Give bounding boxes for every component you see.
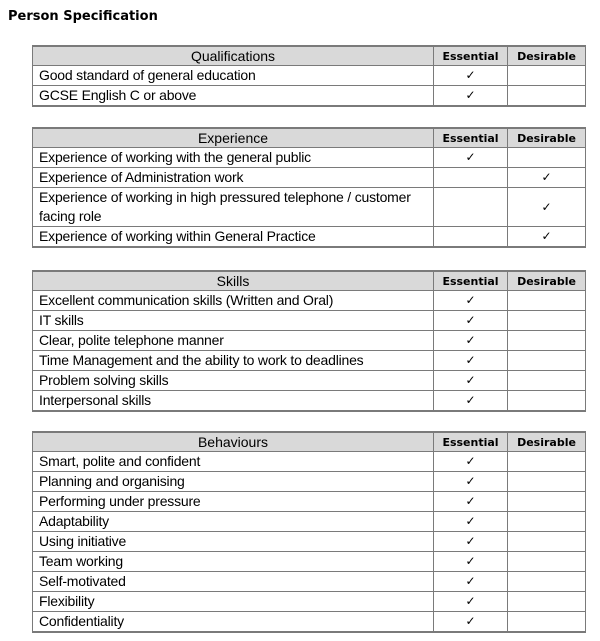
essential-check-cell: ✓ [434, 592, 508, 612]
criterion-cell: Problem solving skills [33, 371, 434, 391]
table-row [33, 66, 586, 86]
desirable-check-cell [508, 512, 586, 532]
desirable-check-cell [508, 311, 586, 331]
criterion-cell: Flexibility [33, 592, 434, 612]
essential-check-cell: ✓ [434, 371, 508, 391]
table-row [33, 371, 586, 391]
criterion-cell: Clear, polite telephone manner [33, 331, 434, 351]
desirable-check-cell: ✓ [508, 227, 586, 248]
criterion-cell: Smart, polite and confident [33, 452, 434, 472]
essential-check-cell: ✓ [434, 148, 508, 168]
table-row [33, 291, 586, 311]
essential-check-cell: ✓ [434, 572, 508, 592]
desirable-check-cell [508, 572, 586, 592]
experience-table [32, 127, 586, 248]
essential-check-cell: ✓ [434, 492, 508, 512]
table-row [33, 227, 586, 248]
table-row [33, 612, 586, 633]
essential-check-cell [434, 227, 508, 248]
desirable-check-cell [508, 391, 586, 412]
essential-check-cell: ✓ [434, 331, 508, 351]
criterion-cell: Using initiative [33, 532, 434, 552]
table-row [33, 472, 586, 492]
table-row [33, 552, 586, 572]
desirable-check-cell [508, 291, 586, 311]
section-heading: Experience [33, 128, 434, 148]
desirable-check-cell [508, 532, 586, 552]
essential-check-cell: ✓ [434, 86, 508, 107]
essential-check-cell: ✓ [434, 291, 508, 311]
criterion-cell: Planning and organising [33, 472, 434, 492]
table-row [33, 168, 586, 188]
essential-check-cell: ✓ [434, 452, 508, 472]
table-row [33, 86, 586, 107]
desirable-check-cell [508, 371, 586, 391]
page-title: Person Specification [8, 9, 158, 24]
skills-table [32, 270, 586, 412]
desirable-check-cell [508, 492, 586, 512]
table-row [33, 572, 586, 592]
section-heading: Skills [33, 271, 434, 291]
desirable-check-cell [508, 452, 586, 472]
table-header-row [33, 432, 586, 452]
desirable-check-cell [508, 148, 586, 168]
desirable-check-cell [508, 552, 586, 572]
essential-check-cell: ✓ [434, 66, 508, 86]
desirable-check-cell [508, 592, 586, 612]
criterion-cell: Experience of working within General Practice [33, 227, 434, 248]
criterion-cell: Self-motivated [33, 572, 434, 592]
essential-check-cell: ✓ [434, 472, 508, 492]
desirable-column-header: Desirable [508, 432, 586, 452]
criterion-cell: Experience of working in high pressured telephone / customer facing role [33, 188, 434, 227]
essential-column-header: Essential [434, 128, 508, 148]
table-row [33, 188, 586, 227]
table-header-row [33, 271, 586, 291]
essential-check-cell [434, 188, 508, 227]
desirable-column-header: Desirable [508, 128, 586, 148]
essential-check-cell: ✓ [434, 351, 508, 371]
desirable-check-cell [508, 351, 586, 371]
criterion-cell: Experience of Administration work [33, 168, 434, 188]
criterion-cell: Good standard of general education [33, 66, 434, 86]
table-row [33, 492, 586, 512]
table-header-row [33, 128, 586, 148]
desirable-check-cell [508, 86, 586, 107]
desirable-check-cell: ✓ [508, 168, 586, 188]
criterion-cell: IT skills [33, 311, 434, 331]
table-row [33, 391, 586, 412]
table-header-row [33, 46, 586, 66]
criterion-cell: GCSE English C or above [33, 86, 434, 107]
essential-check-cell: ✓ [434, 512, 508, 532]
desirable-column-header: Desirable [508, 271, 586, 291]
criterion-cell: Team working [33, 552, 434, 572]
table-row [33, 512, 586, 532]
essential-check-cell [434, 168, 508, 188]
table-row [33, 148, 586, 168]
essential-check-cell: ✓ [434, 612, 508, 633]
criterion-cell: Excellent communication skills (Written and Oral) [33, 291, 434, 311]
essential-column-header: Essential [434, 432, 508, 452]
criterion-cell: Confidentiality [33, 612, 434, 633]
table-row [33, 311, 586, 331]
table-row [33, 532, 586, 552]
essential-column-header: Essential [434, 271, 508, 291]
desirable-check-cell [508, 472, 586, 492]
desirable-check-cell: ✓ [508, 188, 586, 227]
essential-check-cell: ✓ [434, 311, 508, 331]
essential-check-cell: ✓ [434, 391, 508, 412]
desirable-check-cell [508, 66, 586, 86]
desirable-check-cell [508, 331, 586, 351]
table-row [33, 351, 586, 371]
criterion-cell: Experience of working with the general public [33, 148, 434, 168]
qualifications-table [32, 45, 586, 107]
section-heading: Behaviours [33, 432, 434, 452]
essential-check-cell: ✓ [434, 552, 508, 572]
desirable-column-header: Desirable [508, 46, 586, 66]
behaviours-table [32, 431, 586, 633]
table-row [33, 592, 586, 612]
criterion-cell: Time Management and the ability to work to deadlines [33, 351, 434, 371]
criterion-cell: Adaptability [33, 512, 434, 532]
table-row [33, 331, 586, 351]
criterion-cell: Performing under pressure [33, 492, 434, 512]
essential-column-header: Essential [434, 46, 508, 66]
essential-check-cell: ✓ [434, 532, 508, 552]
section-heading: Qualifications [33, 46, 434, 66]
desirable-check-cell [508, 612, 586, 633]
table-row [33, 452, 586, 472]
criterion-cell: Interpersonal skills [33, 391, 434, 412]
